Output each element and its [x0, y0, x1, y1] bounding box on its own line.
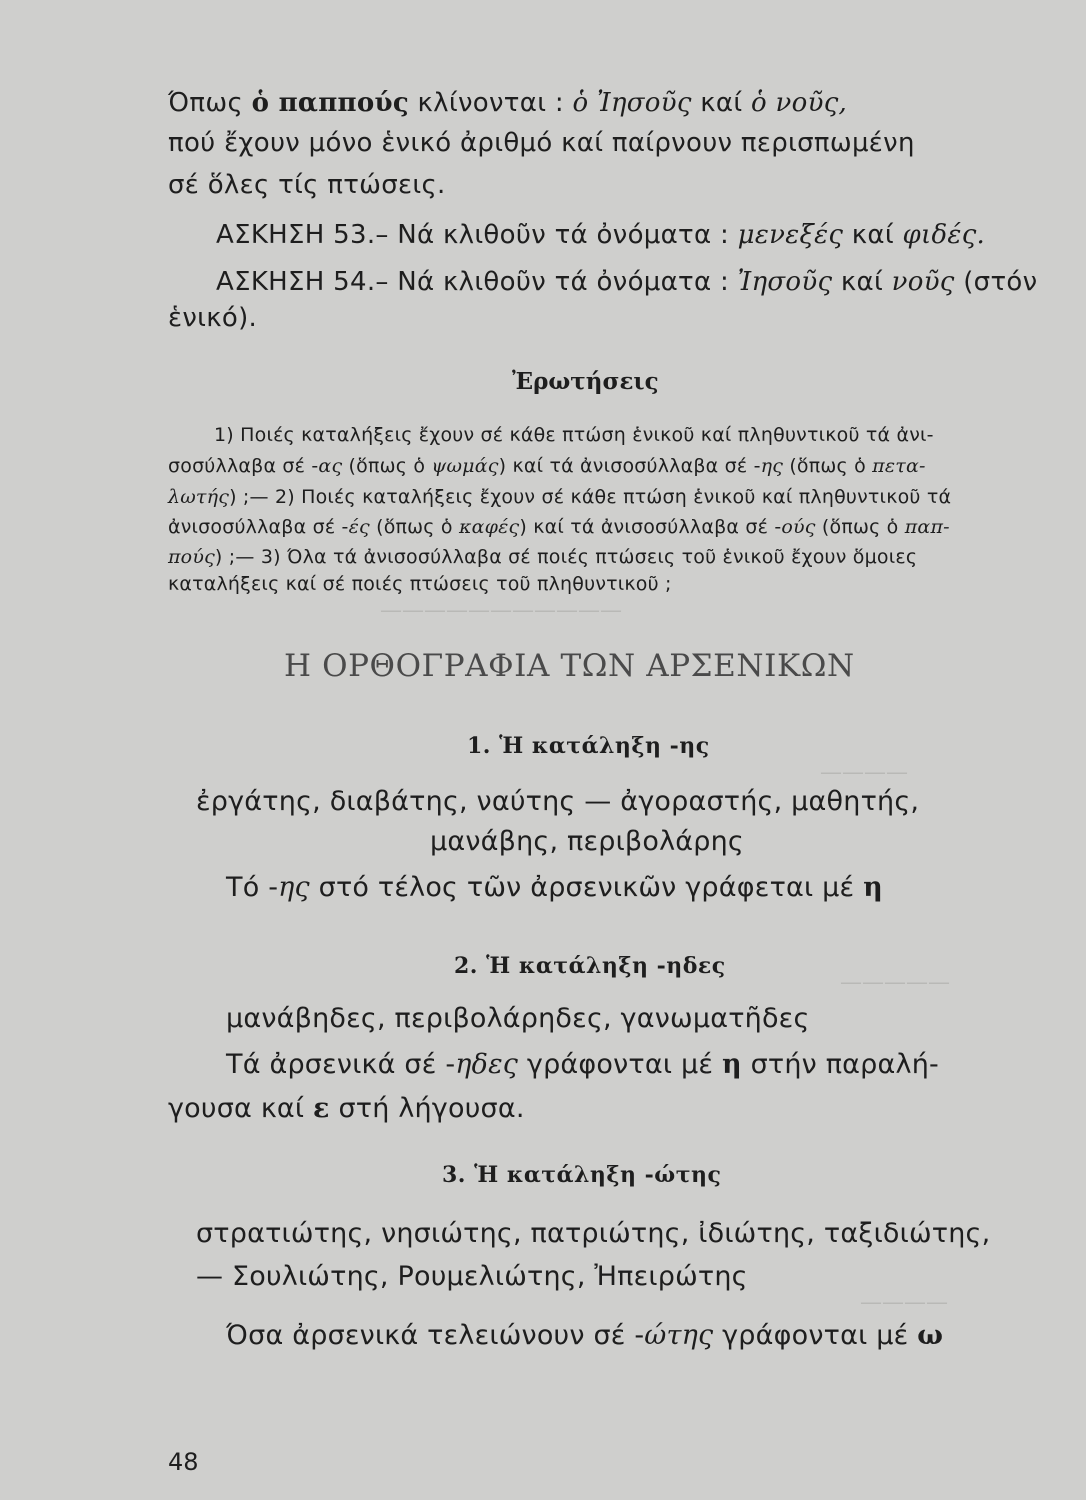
bleed-through-decoration: —————: [840, 970, 950, 995]
italic-word: νοῦς: [891, 267, 955, 297]
text: (ὅπως ὁ: [783, 455, 873, 477]
italic-word: ης: [760, 455, 784, 477]
questions-line-5: [168, 546, 917, 568]
intro-line-3: σέ ὅλες τίς πτώσεις.: [168, 170, 446, 200]
text: Τό -: [226, 872, 279, 903]
text: Τά ἀρσενικά σέ -: [226, 1049, 456, 1080]
section-3-rule: [226, 1320, 943, 1351]
section-3-example-2: — Σουλιώτης, Ρουμελιώτης, Ἠπειρώτης: [196, 1261, 748, 1292]
questions-line-3: [168, 486, 951, 508]
section-1-rule: [226, 872, 883, 903]
section-2-example: μανάβηδες, περιβολάρηδες, γανωματῆδες: [226, 1003, 810, 1034]
section-2-rule: [226, 1049, 939, 1080]
text: ) ;— 2) Ποιές καταλήξεις ἔχουν σέ κάθε πτώση ἑνικοῦ καί πληθυντικοῦ τά: [229, 486, 952, 508]
text: ) καί τά ἀνισοσύλλαβα σέ -: [498, 455, 761, 477]
section-1-example-1: ἐργάτης, διαβάτης, ναύτης — ἀγοραστής, μαθητής,: [196, 786, 920, 817]
italic-word: ώτης: [644, 1320, 714, 1351]
exercise-54: [216, 267, 1037, 297]
text: (ὅπως ὁ: [815, 516, 905, 538]
italic-word: λωτής: [168, 486, 230, 508]
text: Όσα ἀρσενικά τελειώνουν σέ -: [226, 1320, 645, 1351]
exercise-53: [216, 220, 985, 250]
text: στήν παραλή-: [741, 1049, 939, 1080]
bold-letter: η: [863, 872, 883, 903]
italic-word: ηδες: [455, 1049, 519, 1080]
text: γράφονται μέ: [518, 1049, 722, 1080]
text: καί: [832, 267, 892, 297]
bleed-through-decoration: ———————————: [380, 598, 622, 623]
text: ἀνισοσύλλαβα σέ -: [168, 516, 349, 538]
text: ) καί τά ἀνισοσύλλαβα σέ -: [519, 516, 782, 538]
bleed-through-decoration: ————: [860, 1290, 948, 1315]
questions-heading: Ἐρωτήσεις: [512, 368, 659, 395]
italic-word: παπ-: [904, 516, 950, 538]
italic-word: φιδές.: [902, 220, 986, 250]
italic-word: ὁ Ἰησοῦς: [572, 88, 692, 118]
section-2-rule-line-2: [168, 1093, 525, 1124]
intro-line-2: πού ἔχουν μόνο ἑνικό ἀριθμό καί παίρνουν περισπωμένη: [168, 128, 915, 158]
italic-word: ές: [348, 516, 370, 538]
page-number: 48: [168, 1448, 199, 1476]
bold-letter: ω: [917, 1320, 944, 1351]
questions-line-1: 1) Ποιές καταλήξεις ἔχουν σέ κάθε πτώση ἑνικοῦ καί πληθυντικοῦ τά ἀνι-: [214, 424, 934, 446]
questions-line-6: καταλήξεις καί σέ ποιές πτώσεις τοῦ πληθυντικοῦ ;: [168, 573, 672, 595]
italic-word: μενεξές: [737, 220, 844, 250]
text: καί: [691, 88, 752, 118]
questions-line-4: [168, 516, 950, 538]
text: γράφονται μέ: [713, 1320, 918, 1351]
italic-word: ας: [318, 455, 343, 477]
chapter-title: Η ΟΡΘΟΓΡΑΦΙΑ ΤΩΝ ΑΡΣΕΝΙΚΩΝ: [284, 648, 855, 684]
section-1-example-2: μανάβης, περιβολάρης: [430, 826, 744, 857]
italic-word: ψωμάς: [431, 455, 499, 477]
section-2-heading: 2. Ἡ κατάληξη -ηδες: [454, 953, 726, 979]
text: καί: [843, 220, 903, 250]
bleed-through-decoration: ————: [820, 760, 908, 785]
bold-word: ὁ παππούς: [251, 88, 409, 118]
exercise-label: ΑΣΚΗΣΗ 54.– Νά κλιθοῦν τά ὀνόματα :: [216, 267, 738, 297]
italic-word: πετα-: [872, 455, 926, 477]
italic-word: Ἰησοῦς: [737, 267, 833, 297]
italic-word: πούς: [168, 546, 215, 568]
text: ) ;— 3) Όλα τά ἀνισοσύλλαβα σέ ποιές πτώσεις τοῦ ἑνικοῦ ἔχουν ὅμοιες: [214, 546, 918, 568]
bold-letter: ε: [313, 1093, 330, 1124]
bold-letter: η: [721, 1049, 742, 1080]
text: (ὅπως ὁ: [369, 516, 459, 538]
section-3-heading: 3. Ἡ κατάληξη -ώτης: [442, 1162, 722, 1188]
text: στή λήγουσα.: [329, 1093, 525, 1124]
italic-word: ὁ νοῦς,: [751, 88, 848, 118]
questions-line-2: [168, 455, 926, 477]
exercise-label: ΑΣΚΗΣΗ 53.– Νά κλιθοῦν τά ὀνόματα :: [216, 220, 738, 250]
exercise-54-line-2: ἑνικό).: [168, 303, 258, 333]
section-1-heading: 1. Ἡ κατάληξη -ης: [467, 733, 710, 759]
text: (στόν: [954, 267, 1038, 297]
text: (ὅπως ὁ: [342, 455, 432, 477]
italic-word: ούς: [781, 516, 816, 538]
italic-word: καφές: [458, 516, 520, 538]
text: γουσα καί: [168, 1093, 314, 1124]
italic-word: ης: [278, 872, 310, 903]
intro-line-1: [168, 88, 847, 118]
text: Όπως: [168, 88, 252, 118]
text: σοσύλλαβα σέ -: [168, 455, 319, 477]
section-3-example-1: στρατιώτης, νησιώτης, πατριώτης, ἰδιώτης, ταξιδιώτης,: [196, 1218, 991, 1249]
text: κλίνονται :: [408, 88, 573, 118]
text: στό τέλος τῶν ἀρσενικῶν γράφεται μέ: [309, 872, 864, 903]
